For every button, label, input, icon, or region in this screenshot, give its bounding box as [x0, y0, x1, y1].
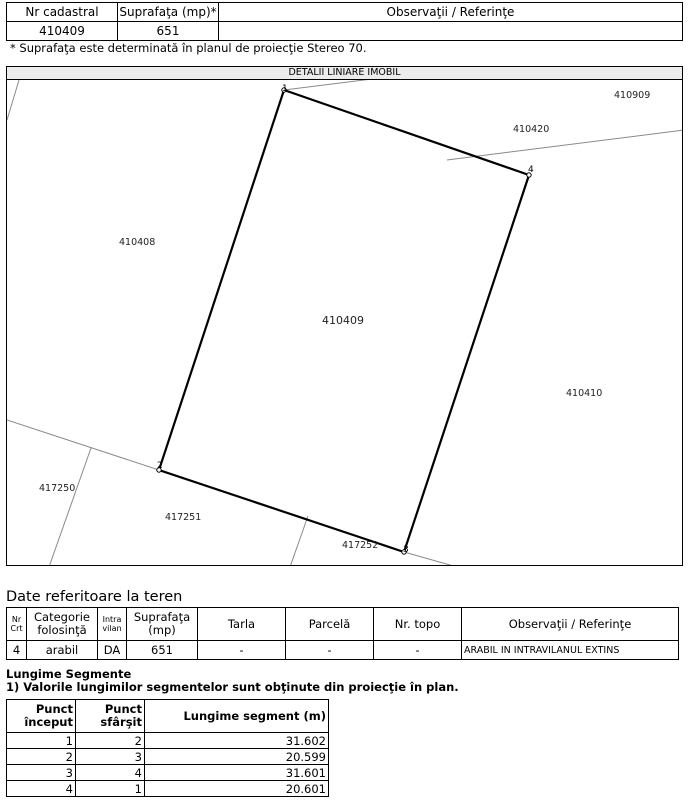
boundary-line — [7, 80, 19, 120]
table-cell: 31.601 — [145, 765, 329, 781]
table-header-row — [7, 608, 679, 641]
point-label: 1 — [282, 84, 288, 94]
parcel-plan — [6, 79, 683, 566]
teren-table — [6, 607, 679, 660]
segment-note: 1) Valorile lungimilor segmentelor sunt obţinute din proiecţie în plan. — [6, 680, 459, 694]
table-cell: 4 — [7, 641, 27, 660]
column-header: Nr Crt — [7, 608, 27, 641]
column-header: Nr cadastral — [7, 3, 118, 22]
table-cell: 1 — [7, 733, 76, 749]
boundary-line — [284, 80, 683, 90]
table-cell: 4 — [7, 781, 76, 797]
cadastral-table — [6, 2, 683, 41]
table-row — [7, 765, 329, 781]
neighbor-label: 417252 — [342, 540, 379, 551]
table-cell: - — [286, 641, 374, 660]
column-header: Observaţii / Referinţe — [219, 3, 683, 22]
boundary-line — [49, 448, 91, 566]
boundary-line — [7, 420, 159, 470]
table-cell: 20.599 — [145, 749, 329, 765]
column-header: Punct început — [7, 700, 76, 733]
table-cell: 651 — [127, 641, 198, 660]
table-header-row — [7, 3, 683, 22]
column-header: Lungime segment (m) — [145, 700, 329, 733]
table-row — [7, 733, 329, 749]
point-label: 3 — [403, 545, 409, 555]
neighbor-label: 410410 — [566, 388, 603, 399]
table-cell: - — [198, 641, 286, 660]
table-cell: DA — [98, 641, 127, 660]
table-cell: 3 — [76, 749, 145, 765]
neighbor-label: 417251 — [165, 512, 202, 523]
boundary-line — [404, 552, 457, 566]
section-lungime — [6, 668, 459, 694]
table-cell: 410409 — [7, 22, 118, 41]
plan-title: DETALII LINIARE IMOBIL — [6, 66, 683, 79]
neighbor-label: 410909 — [614, 90, 651, 101]
table-cell: 2 — [76, 733, 145, 749]
boundary-line — [447, 130, 683, 160]
table-cell: 4 — [76, 765, 145, 781]
table-cell: ARABIL IN INTRAVILANUL EXTINS — [462, 641, 679, 660]
section-title-teren: Date referitoare la teren — [6, 589, 183, 605]
footnote: * Suprafaţa este determinată în planul de proiecţie Stereo 70. — [10, 41, 367, 55]
table-row — [7, 641, 679, 660]
table-cell: - — [374, 641, 462, 660]
column-header: Punct sfârşit — [76, 700, 145, 733]
plan-drawing — [7, 80, 683, 566]
neighbor-label: 417250 — [39, 483, 76, 494]
neighbor-label: 410408 — [119, 237, 156, 248]
table-cell: 31.602 — [145, 733, 329, 749]
main-parcel-label: 410409 — [322, 314, 364, 327]
section-title-segmente: Lungime Segmente — [6, 667, 132, 681]
neighbor-label: 410420 — [513, 124, 550, 135]
point-label: 2 — [157, 461, 163, 471]
column-header: Suprafaţa (mp)* — [118, 3, 219, 22]
table-cell — [219, 22, 683, 41]
column-header: Nr. topo — [374, 608, 462, 641]
table-cell: 1 — [76, 781, 145, 797]
segments-table — [6, 699, 329, 797]
column-header: Intra vilan — [98, 608, 127, 641]
column-header: Tarla — [198, 608, 286, 641]
boundary-line — [290, 516, 308, 566]
column-header: Suprafaţa (mp) — [127, 608, 198, 641]
table-row — [7, 781, 329, 797]
table-cell: 651 — [118, 22, 219, 41]
point-label: 4 — [528, 165, 534, 175]
column-header: Categorie folosinţă — [27, 608, 98, 641]
table-cell: 20.601 — [145, 781, 329, 797]
column-header: Observaţii / Referinţe — [462, 608, 679, 641]
table-cell: 3 — [7, 765, 76, 781]
table-cell: arabil — [27, 641, 98, 660]
column-header: Parcelă — [286, 608, 374, 641]
table-header-row — [7, 700, 329, 733]
table-row — [7, 749, 329, 765]
table-cell: 2 — [7, 749, 76, 765]
table-row — [7, 22, 683, 41]
